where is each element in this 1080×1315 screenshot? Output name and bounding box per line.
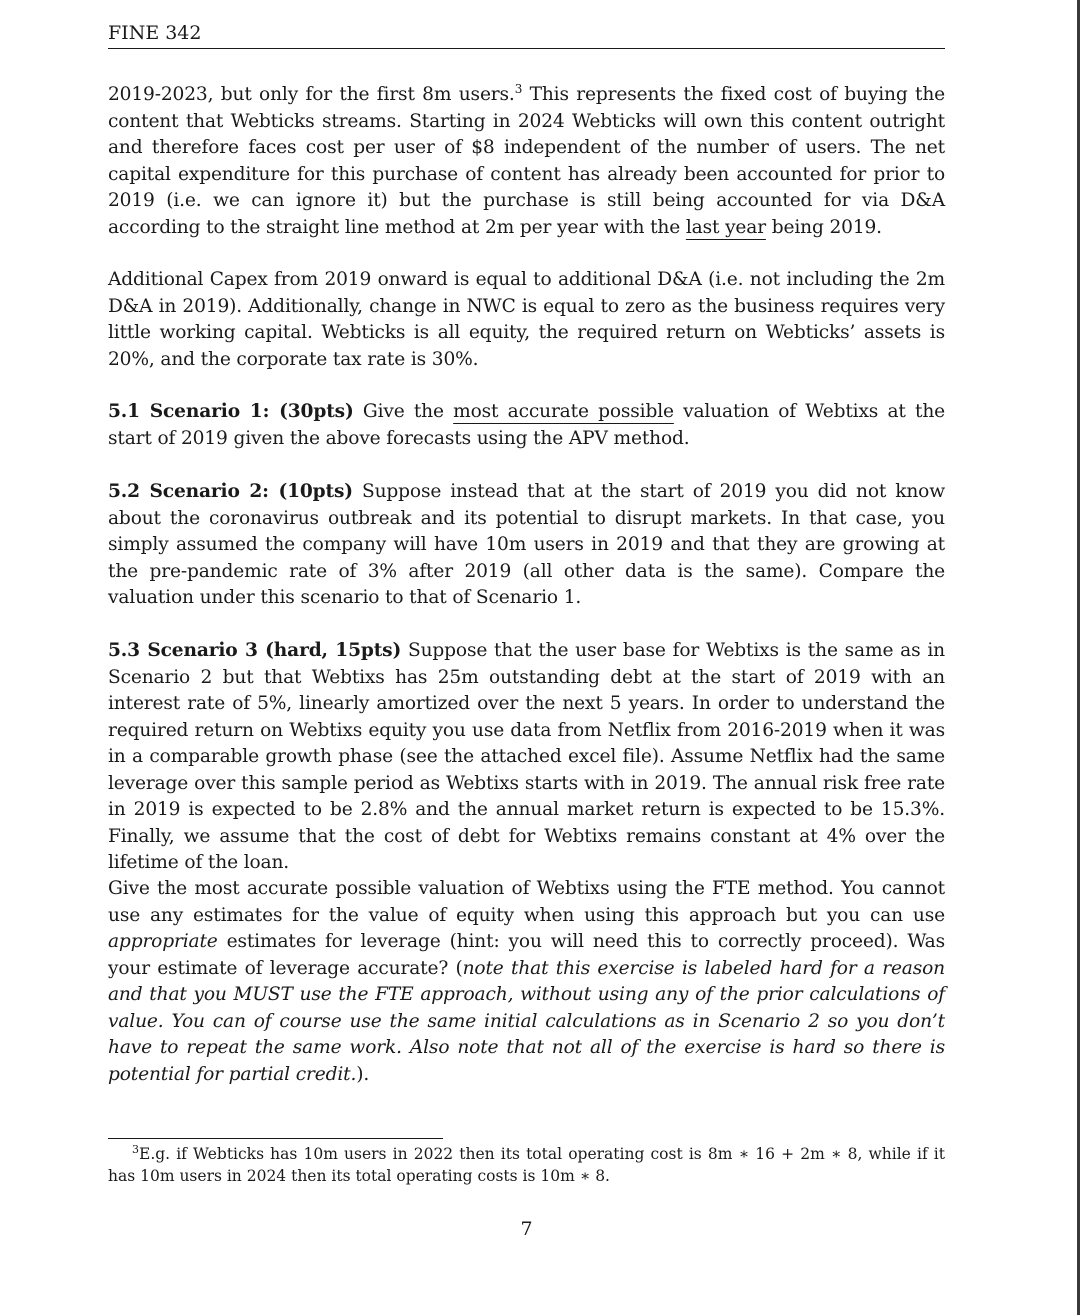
footnote-rule (108, 1138, 443, 1139)
p1-text-c: being 2019. (765, 216, 882, 238)
course-code: FINE 342 (108, 22, 202, 44)
running-header (108, 20, 945, 49)
paragraph-scenario-2 (108, 479, 945, 612)
p4-text: Suppose instead that at the start of 2019 you did not know about the coronavirus outbreak and its potential to disrupt markets. In that case, you simply assumed the company will have 10m users in 2019 and that they are growing at the pre-pandemic rate of 3% after 2019 (all other data is the same). Compare the valuation under this scenario to that of Scenario 1. (108, 481, 945, 608)
p3-underlined: most accurate possible (453, 401, 674, 422)
footnote-mark: 3 (132, 1142, 139, 1156)
paragraph-scenario-3 (108, 638, 945, 877)
scenario-3-heading: 5.3 Scenario 3 (hard, 15pts) (108, 640, 402, 661)
paragraph-scenario-1 (108, 399, 945, 452)
p1-text-b: This represents the fixed cost of buying the content that Webticks streams. Starting in 2024 Webticks will own this content outright and therefore faces cost per user of $8 independent of the number of users. The net capital expenditure for this purchase of content has already been accounted for prior to 2019 (i.e. we can ignore it) but the purchase is still being accounted for via D&A according to the straight line method at 2m per year with the (108, 84, 945, 238)
p6-text-b: estimates for leverage (hint: you will need this to correctly proceed). Was your estimate of leverage accurate? ( (108, 931, 945, 979)
page-number: 7 (520, 1218, 533, 1240)
p6-italic-a: appropriate (108, 931, 218, 952)
p6-italic-note: note that this exercise is labeled hard for a reason and that you MUST use the FTE approach, without using any of the prior calculations of value. You can of course use the same initial calculations as in Scenario 2 so you don’t have to repeat the same work. Also note that not all of the exercise is hard so there is potential for partial credit. (108, 957, 945, 1085)
p3-text-b: valuation of Webtixs at the start of 2019 given the above forecasts using the APV method. (108, 401, 945, 449)
paragraph-capex: Additional Capex from 2019 onward is equal to additional D&A (i.e. not including the 2m D&A in 2019). Additionally, change in NWC is equal to zero as the business requires very little working capital. Webticks is all equity, the required return on Webticks’ assets is 20%, and the corporate tax rate is 30%. (108, 269, 945, 370)
footnote-text: E.g. if Webticks has 10m users in 2022 then its total operating cost is 8m ∗ 16 + 2m ∗ 8, while if it has 10m users in 2024 then its total operating costs is 10m ∗ 8. (108, 1145, 945, 1185)
footnote-ref[interactable]: 3 (514, 81, 523, 96)
p3-text-a: Give the (353, 401, 454, 422)
p1-text-a: 2019-2023, but only for the first 8m users. (108, 84, 515, 105)
scenario-2-heading: 5.2 Scenario 2: (10pts) (108, 481, 353, 502)
p6-text-c: ). (356, 1063, 370, 1085)
paragraph-fte-valuation (108, 876, 945, 1088)
paragraph-content-cost (108, 82, 945, 241)
p1-underlined: last year (685, 216, 766, 238)
p6-text-a: Give the most accurate possible valuation of Webtixs using the FTE method. You cannot use any estimates for the value of equity when using this approach but you can use (108, 878, 945, 926)
scenario-1-heading: 5.1 Scenario 1: (30pts) (108, 401, 354, 422)
p5-text: Suppose that the user base for Webtixs is the same as in Scenario 2 but that Webtixs has 25m outstanding debt at the start of 2019 with an interest rate of 5%, linearly amortized over the next 5 years. In order to understand the required return on Webtixs equity you use data from Netflix from 2016-2019 when it was in a comparable growth phase (see the attached excel file). Assume Netflix had the same leverage over this sample period as Webtixs starts with in 2019. The annual risk free rate in 2019 is expected to be 2.8% and the annual market return is expected to be 15.3%. Finally, we assume that the cost of debt for Webtixs remains constant at 4% over the lifetime of the loan. (108, 640, 945, 873)
footnote (108, 1143, 945, 1187)
